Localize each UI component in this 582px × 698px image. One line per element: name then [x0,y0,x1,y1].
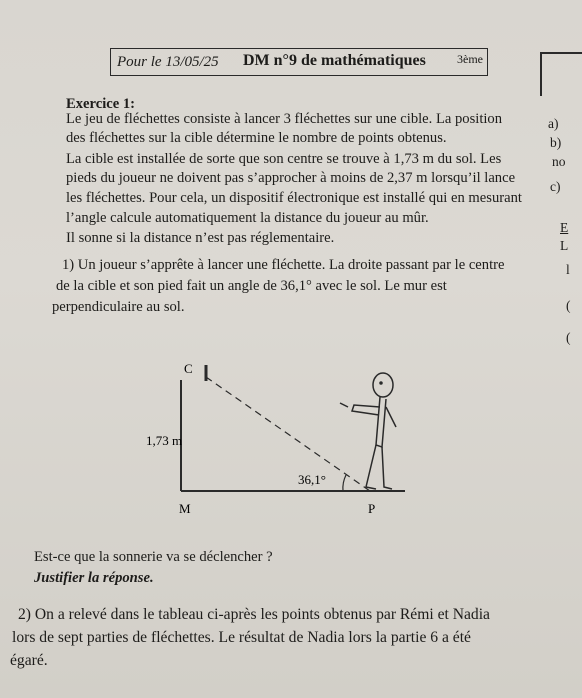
intro-line-5: les fléchettes. Pour cela, un dispositif électronique est installé qui en mesurant [66,190,522,206]
right-page-rule-vertical [540,52,542,96]
question-2-line-3: égaré. [10,652,48,669]
label-m: M [179,501,191,516]
right-margin-fragment-3: ( [566,330,571,345]
right-margin-c: c) [550,179,561,194]
intro-line-3: La cible est installée de sorte que son centre se trouve à 1,73 m du sol. Les [66,151,502,167]
right-page-rule [540,52,582,54]
player-figure [340,373,396,489]
intro-line-2: des fléchettes sur la cible détermine le nombre de points obtenus. [66,130,447,146]
right-margin-no: no [552,154,566,169]
right-margin-l: L [560,238,569,253]
justify-instruction: Justifier la réponse. [34,570,154,586]
right-margin-fragment-2: ( [566,298,571,313]
class-level: 3ème [457,52,483,66]
due-date: Pour le 13/05/25 [117,54,219,70]
intro-line-6: l’angle calcule automatiquement la distance du joueur au mûr. [66,210,429,226]
question-2-line-2: lors de sept parties de fléchettes. Le résultat de Nadia lors la partie 6 a été [12,629,471,646]
question-2-line-1: 2) On a relevé dans le tableau ci-après les points obtenus par Rémi et Nadia [18,606,490,623]
homework-title: DM n°9 de mathématiques [243,52,426,69]
angle-arc [343,475,346,491]
dashed-line-cp [206,377,370,491]
question-1-line-1: 1) Un joueur s’apprête à lancer une fléchette. La droite passant par le centre [62,257,505,273]
right-margin-fragment-1: l [566,262,570,277]
exercise-title: Exercice 1: [66,96,136,112]
intro-line-1: Le jeu de fléchettes consiste à lancer 3 fléchettes sur une cible. La position [66,111,503,127]
right-margin-a: a) [548,116,559,131]
question-1-line-2: de la cible et son pied fait un angle de 36,1° avec le sol. Le mur est [56,278,447,294]
angle-label: 36,1° [298,472,326,487]
dart-figure [140,355,420,530]
intro-line-7: Il sonne si la distance n’est pas réglementaire. [66,230,335,246]
right-margin-b: b) [550,135,562,150]
height-label: 1,73 m [146,433,183,448]
label-p: P [368,501,376,516]
right-margin-e: E [560,220,569,235]
header-box [110,48,488,76]
intro-line-4: pieds du joueur ne doivent pas s’approcher à moins de 2,37 m lorsqu’il lance [66,170,516,186]
question-sonnerie: Est-ce que la sonnerie va se déclencher ? [34,549,273,565]
question-1-line-3: perpendiculaire au sol. [52,299,185,315]
label-c: C [184,361,193,376]
